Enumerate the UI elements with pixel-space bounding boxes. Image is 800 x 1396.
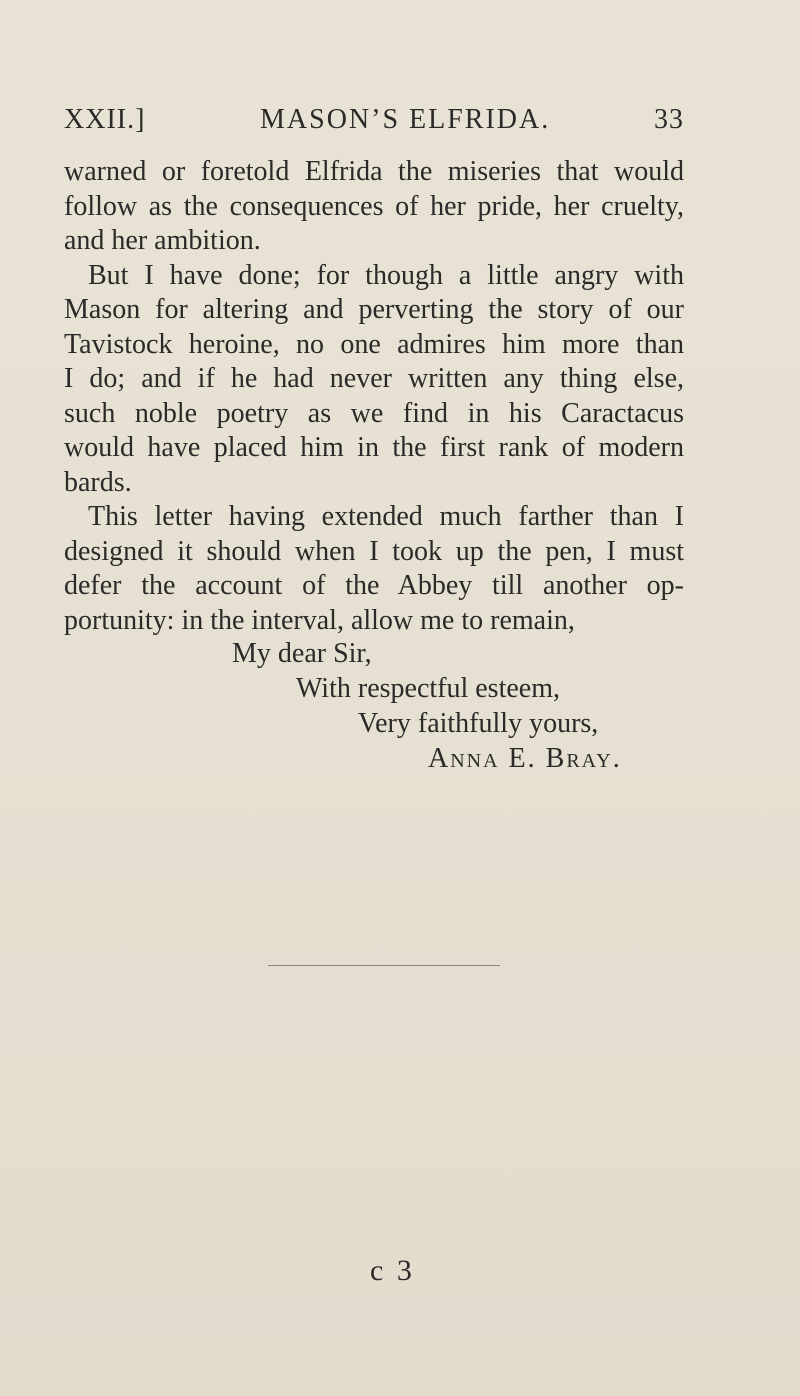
text-line: I do; and if he had never written any thing else, [64, 363, 684, 394]
signature: Anna E. Bray. [428, 743, 622, 774]
paragraph-1 [64, 155, 684, 259]
text-line: defer the account of the Abbey till another op- [64, 570, 684, 601]
chapter-number: XXII.] [64, 104, 146, 135]
paragraph-3 [64, 500, 684, 638]
text-line: would have placed him in the first rank of modern [64, 432, 684, 463]
text-line: But I have done; for though a little angry with [88, 259, 684, 291]
running-title: MASON’S ELFRIDA. [260, 104, 551, 135]
text-line: bards. [64, 466, 132, 498]
text-line: warned or foretold Elfrida the miseries that would [64, 156, 684, 187]
regards: With respectful esteem, [296, 673, 560, 704]
text-line: Mason for altering and perverting the story of our [64, 294, 684, 325]
text-line: designed it should when I took up the pen, I must [64, 535, 684, 567]
text-line: and her ambition. [64, 225, 261, 256]
valediction: Very faithfully yours, [358, 708, 599, 739]
text-line: portunity: in the interval, allow me to remain, [64, 604, 575, 636]
text-line: This letter having extended much farther than I [88, 501, 684, 532]
printer-signature-mark: c 3 [370, 1254, 415, 1287]
text-line: follow as the consequences of her pride, her cruelty, [64, 190, 684, 222]
paragraph-2 [64, 259, 684, 501]
salutation: My dear Sir, [232, 638, 372, 669]
running-header [64, 104, 684, 144]
text-line: Tavistock heroine, no one admires him more than [64, 328, 684, 360]
body-text [64, 155, 684, 638]
text-line: such noble poetry as we find in his Caractacus [64, 397, 684, 429]
page-number: 33 [654, 104, 684, 135]
section-divider [268, 965, 500, 966]
